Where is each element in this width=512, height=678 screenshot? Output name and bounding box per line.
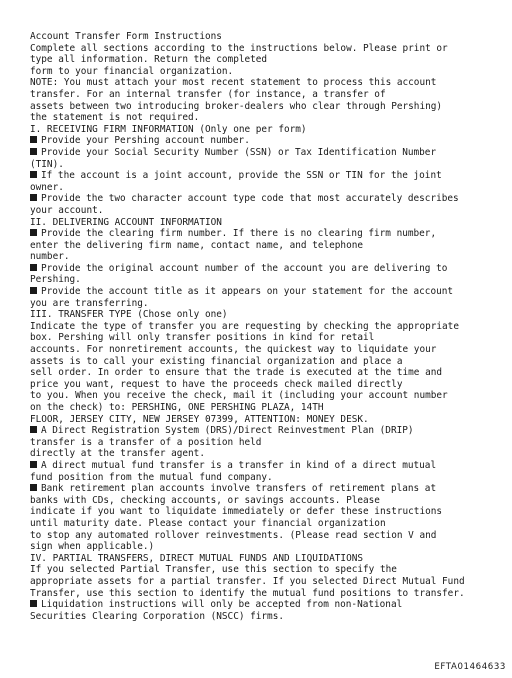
text-line [30, 124, 506, 136]
line-text: Provide your Social Security Number (SSN) or Tax Identification Number [41, 146, 437, 158]
text-line [30, 564, 506, 576]
line-text: enter the delivering firm name, contact name, and telephone [30, 239, 364, 251]
line-text: NOTE: You must attach your most recent statement to process this account [30, 77, 437, 89]
line-text: on the check) to: PERSHING, ONE PERSHING PLAZA, 14TH [30, 402, 324, 413]
text-line [30, 66, 506, 78]
line-text: number. [30, 251, 70, 263]
line-text: transfer. For an internal transfer (for instance, a transfer of [30, 88, 386, 100]
line-text: your account. [30, 204, 104, 216]
text-line [30, 495, 506, 507]
text-line [30, 54, 506, 66]
square-bullet-icon [30, 426, 37, 433]
line-text: Provide your Pershing account number. [41, 135, 250, 147]
line-text: to stop any automated rollover reinvestments. (Please read section V and [30, 529, 437, 541]
line-text: Provide the original account number of the account you are delivering to [41, 262, 448, 274]
bullet-line [30, 425, 506, 437]
line-text: box. Pershing will only transfer positions in kind for retail [30, 332, 375, 344]
text-line [30, 553, 506, 565]
line-text: you are transferring. [30, 297, 149, 309]
square-bullet-icon [30, 484, 37, 491]
square-bullet-icon [30, 148, 37, 155]
line-text: Provide the two character account type code that most accurately describes [41, 193, 459, 205]
line-text: until maturity date. Please contact your financial organization [30, 517, 386, 529]
text-line [30, 298, 506, 310]
text-line [30, 182, 506, 194]
line-text: assets is to call your existing financial organization and place a [30, 355, 403, 367]
line-text: sell order. In order to ensure that the trade is executed at the time and [30, 367, 443, 379]
line-text: A direct mutual fund transfer is a transfer in kind of a direct mutual [41, 459, 437, 471]
line-text: Liquidation instructions will only be accepted from non-National [41, 599, 403, 611]
instructions-text [30, 31, 506, 622]
bullet-line [30, 193, 506, 205]
line-text: form to your financial organization. [30, 65, 234, 77]
line-text: Bank retirement plan accounts involve transfers of retirement plans at [41, 483, 437, 495]
line-text: to you. When you receive the check, mail it (including your account number [30, 390, 448, 402]
text-line [30, 506, 506, 518]
text-line [30, 344, 506, 356]
text-line [30, 402, 506, 414]
line-text: the statement is not required. [30, 112, 200, 124]
text-line [30, 274, 506, 286]
square-bullet-icon [30, 600, 37, 607]
square-bullet-icon [30, 229, 37, 236]
text-line [30, 77, 506, 89]
text-line [30, 321, 506, 333]
line-text: assets between two introducing broker-dealers who clear through Pershing) [30, 100, 443, 112]
line-text: transfer is a transfer of a position held [30, 436, 262, 448]
line-text: Provide the account title as it appears on your statement for the account [41, 286, 454, 298]
bullet-line [30, 460, 506, 472]
text-line [30, 251, 506, 263]
text-line [30, 379, 506, 391]
line-text: I. RECEIVING FIRM INFORMATION (Only one per form) [30, 123, 307, 135]
square-bullet-icon [30, 264, 37, 271]
line-text: A Direct Registration System (DRS)/Direct Reinvestment Plan (DRIP) [41, 425, 414, 437]
square-bullet-icon [30, 461, 37, 468]
line-text: fund position from the mutual fund company. [30, 471, 273, 483]
bullet-line [30, 170, 506, 182]
line-text: Indicate the type of transfer you are requesting by checking the appropriate [30, 320, 459, 332]
line-text: directly at the transfer agent. [30, 448, 205, 460]
line-text: IV. PARTIAL TRANSFERS, DIRECT MUTUAL FUNDS AND LIQUIDATIONS [30, 552, 364, 564]
line-text: III. TRANSFER TYPE (Chose only one) [30, 309, 228, 321]
line-text: (TIN). [30, 158, 64, 170]
text-line [30, 356, 506, 368]
bullet-line [30, 286, 506, 298]
text-line [30, 588, 506, 600]
text-line [30, 217, 506, 229]
text-line [30, 367, 506, 379]
line-text: banks with CDs, checking accounts, or savings accounts. Please [30, 494, 380, 506]
text-line [30, 240, 506, 252]
line-text: Account Transfer Form Instructions [30, 31, 222, 42]
square-bullet-icon [30, 194, 37, 201]
text-line [30, 576, 506, 588]
text-line [30, 530, 506, 542]
bullet-line [30, 263, 506, 275]
text-line [30, 101, 506, 113]
text-line [30, 332, 506, 344]
bullet-line [30, 135, 506, 147]
line-text: Pershing. [30, 274, 81, 286]
text-line [30, 159, 506, 171]
line-text: Provide the clearing firm number. If there is no clearing firm number, [41, 228, 437, 240]
line-text: Securities Clearing Corporation (NSCC) firms. [30, 610, 284, 622]
text-line [30, 541, 506, 553]
text-line [30, 472, 506, 484]
text-line [30, 414, 506, 426]
document-id: EFTA01464633 [434, 662, 506, 672]
square-bullet-icon [30, 171, 37, 178]
text-line [30, 448, 506, 460]
line-text: appropriate assets for a partial transfer. If you selected Direct Mutual Fund [30, 575, 465, 587]
line-text: owner. [30, 181, 64, 193]
bullet-line [30, 483, 506, 495]
text-line [30, 309, 506, 321]
line-text: If you selected Partial Transfer, use this section to specify the [30, 564, 397, 576]
text-line [30, 112, 506, 124]
text-line [30, 89, 506, 101]
line-text: sign when applicable.) [30, 541, 155, 553]
text-line [30, 611, 506, 623]
text-line [30, 31, 506, 43]
bullet-line [30, 599, 506, 611]
line-text: II. DELIVERING ACCOUNT INFORMATION [30, 216, 222, 228]
square-bullet-icon [30, 136, 37, 143]
line-text: Complete all sections according to the instructions below. Please print or [30, 42, 448, 54]
bullet-line [30, 228, 506, 240]
line-text: Transfer, use this section to identify the mutual fund positions to transfer. [30, 587, 465, 599]
square-bullet-icon [30, 287, 37, 294]
line-text: If the account is a joint account, provide the SSN or TIN for the joint [41, 170, 442, 182]
line-text: FLOOR, JERSEY CITY, NEW JERSEY 07399, ATTENTION: MONEY DESK. [30, 413, 369, 425]
text-line [30, 437, 506, 449]
text-line [30, 205, 506, 217]
line-text: indicate if you want to liquidate immediately or defer these instructions [30, 506, 443, 518]
text-line [30, 390, 506, 402]
line-text: price you want, request to have the proceeds check mailed directly [30, 378, 403, 390]
bullet-line [30, 147, 506, 159]
text-line [30, 518, 506, 530]
line-text: accounts. For nonretirement accounts, the quickest way to liquidate your [30, 344, 437, 356]
text-line [30, 43, 506, 55]
line-text: type all information. Return the completed [30, 54, 268, 66]
